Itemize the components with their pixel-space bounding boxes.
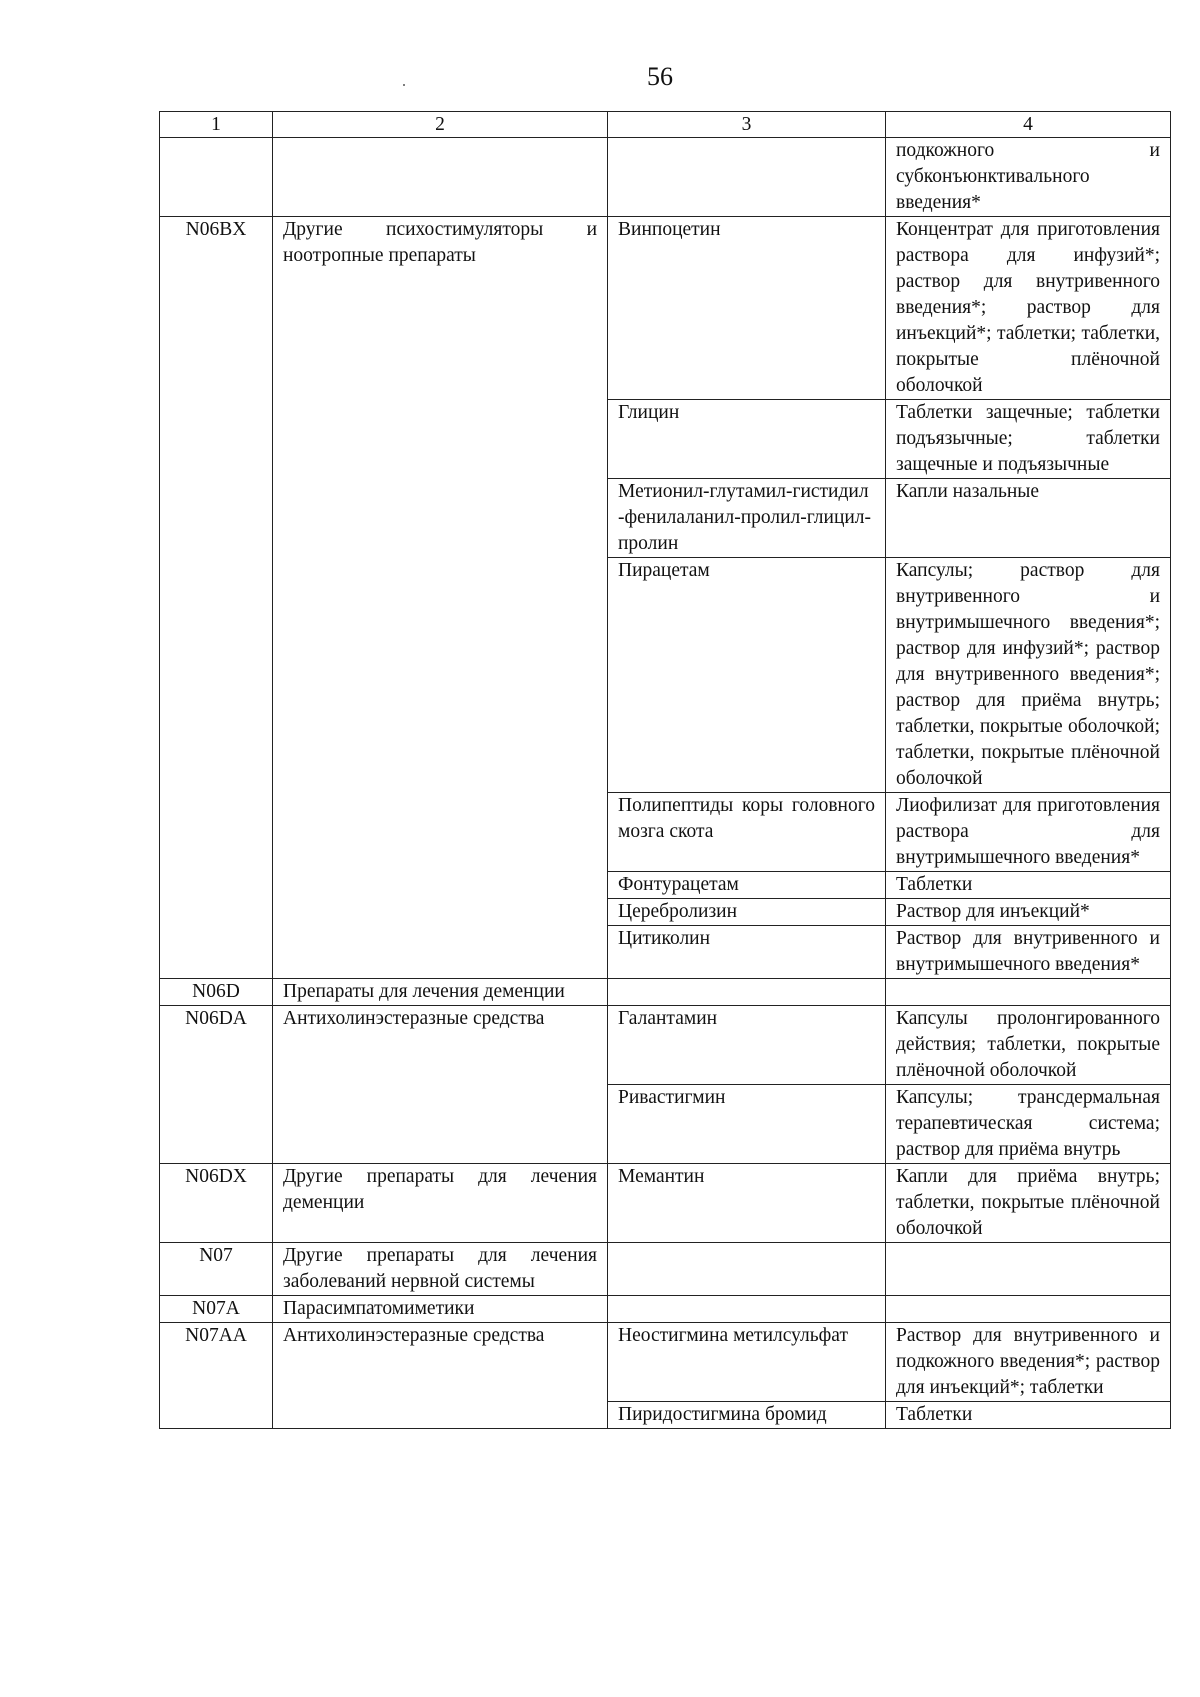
drug-cell: Винпоцетин <box>608 217 886 400</box>
dosage-form-cell: Таблетки <box>886 872 1171 899</box>
table-row <box>160 979 1171 1006</box>
group-cell: Антихолинэстеразные средства <box>273 1006 608 1164</box>
drug-cell: Фонтурацетам <box>608 872 886 899</box>
group-cell: Препараты для лечения деменции <box>273 979 608 1006</box>
table-row <box>160 1296 1171 1323</box>
drug-cell: Церебролизин <box>608 899 886 926</box>
drug-cell <box>608 979 886 1006</box>
group-cell: Парасимпатомиметики <box>273 1296 608 1323</box>
dosage-form-cell <box>886 979 1171 1006</box>
group-cell: Антихолинэстеразные средства <box>273 1323 608 1429</box>
table-row <box>160 1243 1171 1296</box>
atc-code-cell <box>160 138 273 217</box>
atc-code-cell: N06BX <box>160 217 273 979</box>
drug-cell: Мемантин <box>608 1164 886 1243</box>
scan-speck <box>403 84 405 86</box>
drug-cell: Метионил-глутамил-гистидил-фенилаланил-пролил-глицил-пролин <box>608 479 886 558</box>
column-header-2: 2 <box>273 112 608 138</box>
table-row <box>160 138 1171 217</box>
dosage-form-cell: Концентрат для приготовления раствора для инфузий*; раствор для внутривенного введения*; раствор для инъекций*; таблетки; таблетки, покрытые плёночной оболочкой <box>886 217 1171 400</box>
drug-cell <box>608 138 886 217</box>
atc-code-cell: N06DX <box>160 1164 273 1243</box>
atc-code-cell: N07 <box>160 1243 273 1296</box>
header-row <box>160 112 1171 138</box>
page-number: 56 <box>647 62 673 91</box>
dosage-form-cell: Капсулы; трансдермальная терапевтическая система; раствор для приёма внутрь <box>886 1085 1171 1164</box>
dosage-form-cell: Таблетки защечные; таблетки подъязычные; таблетки защечные и подъязычные <box>886 400 1171 479</box>
dosage-form-cell: подкожного и субконъюнктивального введения* <box>886 138 1171 217</box>
atc-code-cell: N06D <box>160 979 273 1006</box>
drug-cell: Глицин <box>608 400 886 479</box>
drug-cell <box>608 1296 886 1323</box>
drug-cell: Ривастигмин <box>608 1085 886 1164</box>
group-cell: Другие препараты для лечения деменции <box>273 1164 608 1243</box>
table-row <box>160 217 1171 400</box>
atc-code-cell: N07AA <box>160 1323 273 1429</box>
drug-cell: Неостигмина метилсульфат <box>608 1323 886 1402</box>
dosage-form-cell: Капли назальные <box>886 479 1171 558</box>
drug-cell: Пиридостигмина бромид <box>608 1402 886 1429</box>
dosage-form-cell: Раствор для инъекций* <box>886 899 1171 926</box>
group-cell: Другие препараты для лечения заболеваний нервной системы <box>273 1243 608 1296</box>
table-row <box>160 1164 1171 1243</box>
table-row <box>160 1006 1171 1085</box>
dosage-form-cell <box>886 1296 1171 1323</box>
group-cell: Другие психостимуляторы и ноотропные препараты <box>273 217 608 979</box>
dosage-form-cell: Раствор для внутривенного и внутримышечного введения* <box>886 926 1171 979</box>
column-header-4: 4 <box>886 112 1171 138</box>
column-header-1: 1 <box>160 112 273 138</box>
column-header-3: 3 <box>608 112 886 138</box>
drug-cell: Полипептиды коры головного мозга скота <box>608 793 886 872</box>
dosage-form-cell: Капли для приёма внутрь; таблетки, покрытые плёночной оболочкой <box>886 1164 1171 1243</box>
dosage-form-cell <box>886 1243 1171 1296</box>
dosage-form-cell: Лиофилизат для приготовления раствора для внутримышечного введения* <box>886 793 1171 872</box>
table-row <box>160 1323 1171 1402</box>
dosage-form-cell: Раствор для внутривенного и подкожного введения*; раствор для инъекций*; таблетки <box>886 1323 1171 1402</box>
dosage-form-cell: Капсулы пролонгированного действия; таблетки, покрытые плёночной оболочкой <box>886 1006 1171 1085</box>
drug-table <box>159 111 1171 1429</box>
drug-cell: Галантамин <box>608 1006 886 1085</box>
drug-cell: Цитиколин <box>608 926 886 979</box>
drug-cell <box>608 1243 886 1296</box>
atc-code-cell: N07A <box>160 1296 273 1323</box>
drug-cell: Пирацетам <box>608 558 886 793</box>
dosage-form-cell: Таблетки <box>886 1402 1171 1429</box>
group-cell <box>273 138 608 217</box>
dosage-form-cell: Капсулы; раствор для внутривенного и внутримышечного введения*; раствор для инфузий*; раствор для внутривенного введения*; раствор для приёма внутрь; таблетки, покрытые оболочкой; таблетки, покрытые плёночной оболочкой <box>886 558 1171 793</box>
atc-code-cell: N06DA <box>160 1006 273 1164</box>
